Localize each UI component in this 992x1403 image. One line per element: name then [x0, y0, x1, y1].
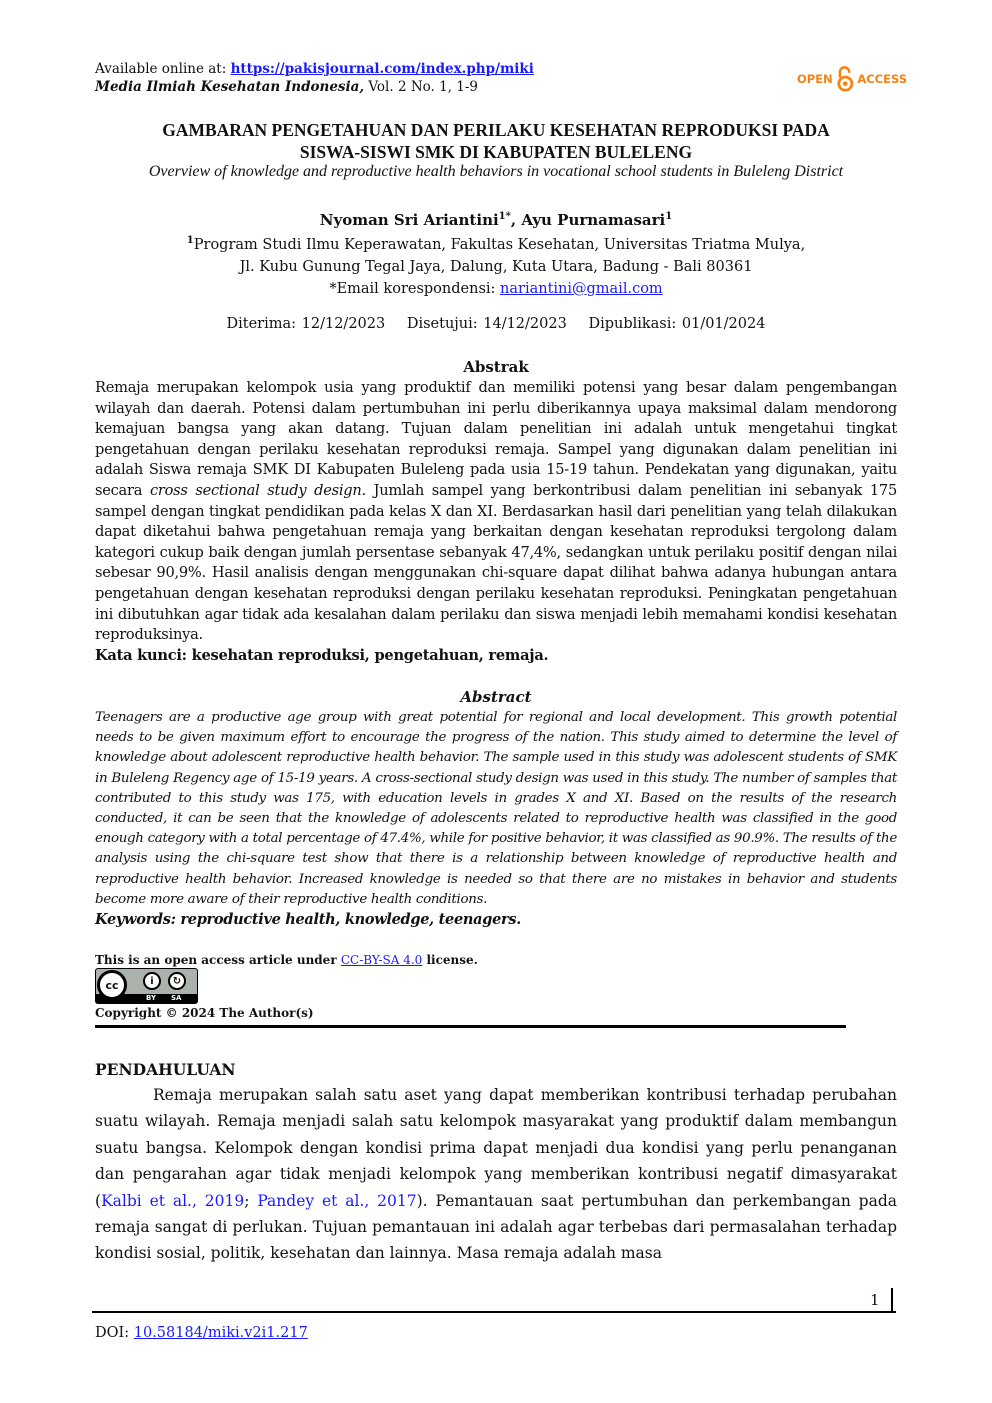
license-prefix: This is an open access article under — [95, 953, 337, 967]
article-dates — [95, 316, 897, 332]
date-published: Dipublikasi: 01/01/2024 — [588, 316, 766, 332]
license-link[interactable]: CC-BY-SA 4.0 — [340, 953, 423, 967]
abstract-text: Teenagers are a productive age group with great potential for regional and local development. This growth potential needs to be given maximum effort to encourage the progress of the nation. This study aimed to determine the level of knowledge about adolescent reproductive health behavior. The sample used in this study was adolescent students of SMK in Buleleng Regency age of 15-19 years. A cross-sectional study design was used in this study. The number of samples that contributed to this study was 175, with education levels in grades X and XI. Based on the results of the research conducted, it can be seen that the knowledge of adolescents related to reproductive health was classified in the good enough category with a total percentage of 47.4%, while for positive behavior, it was classified as 90.9%. The results of the analysis using the chi-square test show that there is a relationship between knowledge of reproductive health and reproductive health behavior. Increased knowledge is needed so that there are no mistakes in behavior and students become more aware of their reproductive health conditions. — [95, 710, 897, 907]
abstract-heading: Abstract — [460, 688, 532, 706]
abstrak-heading: Abstrak — [463, 358, 529, 376]
citation-kalbi[interactable]: Kalbi et al., 2019 — [101, 1191, 245, 1210]
date-approved: Disetujui: 14/12/2023 — [406, 316, 567, 332]
license-line — [95, 953, 478, 967]
affiliation — [95, 230, 897, 300]
doi-line — [95, 1325, 308, 1341]
english-title: Overview of knowledge and reproductive health behaviors in vocational school students in Buleleng District — [148, 163, 844, 180]
author-1-sup: 1* — [498, 211, 511, 222]
author-2: Ayu Purnamasari — [521, 211, 666, 229]
author-separator: , — [510, 211, 522, 229]
journal-volume: Vol. 2 No. 1, 1-9 — [368, 79, 479, 95]
section-heading: PENDAHULUAN — [95, 1060, 236, 1079]
open-access-right: ACCESS — [857, 72, 907, 86]
abstrak-text-1: Remaja merupakan kelompok usia yang produktif dan memiliki potensi yang besar dalam pengembangan wilayah dan daerah. Potensi dalam pertumbuhan ini perlu diberikannya upaya maksimal dalam mendorong kemajuan bangsa yang akan datang. Tujuan dalam penelitian ini adalah untuk mengetahui tingkat pengetahuan dengan perilaku kesehatan reproduksi remaja. Sampel yang digunakan dalam penelitian ini adalah Siswa remaja SMK DI Kabupaten Buleleng pada usia 15-19 tahun. Pendekatan yang digunakan, yaitu secara — [95, 379, 897, 499]
cc-by-sa-badge[interactable] — [95, 968, 198, 1004]
doi-link[interactable]: 10.58184/miki.v2i1.217 — [133, 1325, 308, 1341]
title-line-1: GAMBARAN PENGETAHUAN DAN PERILAKU KESEHATAN REPRODUKSI PADA — [162, 120, 830, 140]
intro-text-b: ). Pemantauan saat pertumbuhan dan perkembangan pada remaja sangat di perlukan. Tujuan pemantauan ini adalah agar terbebas dari permasalahan terhadap kondisi sosial, politik, kesehatan dan lainnya. Masa remaja adalah masa — [95, 1191, 898, 1263]
abstract-keywords: Keywords: reproductive health, knowledge, teenagers. — [95, 911, 521, 929]
abstrak-italic: cross sectional study design — [149, 481, 362, 499]
open-access-logo — [797, 62, 907, 96]
abstrak-body — [95, 378, 897, 666]
affil-line-1: Program Studi Ilmu Keperawatan, Fakultas Kesehatan, Universitas Triatma Mulya, — [193, 236, 806, 253]
paper-title — [95, 119, 897, 163]
email-label: *Email korespondensi: — [329, 280, 496, 297]
open-access-left: OPEN — [797, 72, 833, 86]
date-received: Diterima: 12/12/2023 — [226, 316, 386, 332]
copyright: Copyright © 2024 The Author(s) — [95, 1006, 314, 1020]
cc-icon: cc — [97, 970, 127, 1000]
citation-pandey[interactable]: Pandey et al., 2017 — [257, 1191, 417, 1210]
attribution-icon: i — [143, 972, 161, 990]
email-link[interactable]: nariantini@gmail.com — [500, 280, 663, 297]
page-number-bar — [891, 1288, 893, 1312]
author-list — [95, 207, 897, 230]
affil-sup: 1 — [186, 235, 194, 246]
journal-name: Media Ilmiah Kesehatan Indonesia, — [95, 79, 365, 95]
abstract-body — [95, 708, 897, 930]
page-header — [95, 60, 534, 96]
affil-line-2: Jl. Kubu Gunung Tegal Jaya, Dalung, Kuta Utara, Badung - Bali 80361 — [239, 258, 753, 275]
intro-paragraph — [95, 1082, 897, 1267]
citation-separator: ; — [244, 1191, 258, 1210]
license-suffix: license. — [426, 953, 478, 967]
open-lock-icon — [836, 62, 855, 96]
author-1: Nyoman Sri Ariantini — [319, 211, 499, 229]
abstrak-text-2: . Jumlah sampel yang berkontribusi dalam penelitian ini sebanyak 175 sampel dengan tingkat pendidikan pada kelas X dan XI. Berdasarkan hasil dari penelitian yang telah dilakukan dapat diketahui bahwa pengetahuan remaja yang berkaitan dengan kesehatan reproduksi tergolong dalam kategori cukup baik dengan jumlah persentase sebanyak 47,4%, sedangkan untuk perilaku positif dengan nilai sebesar 90,9%. Hasil analisis dengan menggunakan chi-square dapat dilihat bahwa adanya hubungan antara pengetahuan dengan kesehatan reproduksi dengan perilaku kesehatan reproduksi. Peningkatan pengetahuan ini dibutuhkan agar tidak ada kesalahan dalam perilaku dan siswa menjadi lebih memahami kondisi kesehatan reproduksinya. — [95, 481, 897, 644]
share-alike-icon: ↻ — [168, 972, 186, 990]
title-line-2: SISWA-SISWI SMK DI KABUPATEN BULELENG — [299, 142, 693, 162]
author-2-sup: 1 — [665, 211, 673, 222]
sa-label: SA — [171, 994, 182, 1002]
page-number: 1 — [870, 1291, 880, 1309]
by-label: BY — [146, 994, 157, 1002]
doi-label: DOI: — [95, 1325, 130, 1341]
divider — [95, 1025, 846, 1028]
abstrak-keywords: Kata kunci: kesehatan reproduksi, pengetahuan, remaja. — [95, 646, 549, 664]
intro-text-a: Remaja merupakan salah satu aset yang dapat memberikan kontribusi terhadap perubahan suatu wilayah. Remaja menjadi salah satu kelompok masyarakat yang produktif dalam membangun suatu bangsa. Kelompok dengan kondisi prima dapat menjadi dua kondisi yang perlu penanganan dan pengarahan agar tidak menjadi kelompok yang memberikan kontribusi negatif dimasyarakat ( — [95, 1086, 897, 1210]
footer-divider — [92, 1311, 896, 1313]
journal-url-link[interactable]: https://pakisjournal.com/index.php/miki — [230, 61, 534, 77]
available-label: Available online at: — [95, 61, 227, 77]
